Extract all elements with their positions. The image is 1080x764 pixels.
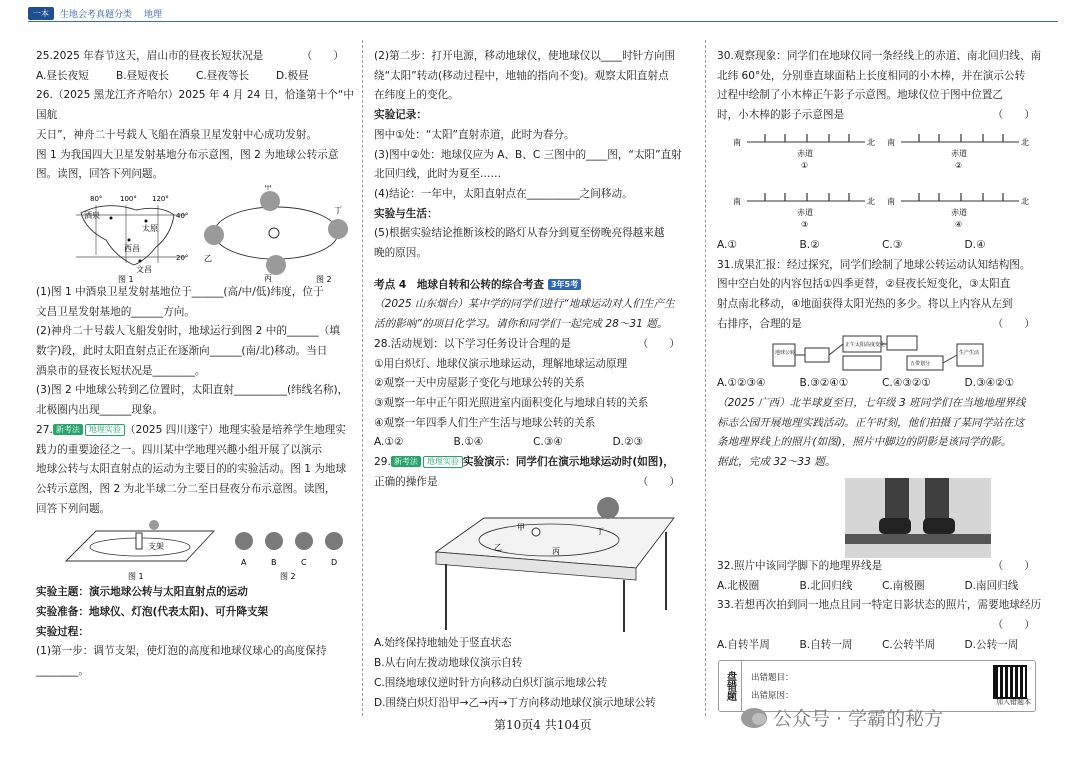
support-label: 支架: [148, 542, 164, 552]
orbit-label: 乙: [204, 253, 212, 263]
watermark-text: 公众号 · 学霸的秘方: [773, 708, 944, 730]
q27-figure-svg: [36, 519, 356, 583]
orbit-label: 丙: [264, 273, 272, 283]
qr-code[interactable]: [993, 665, 1027, 699]
table-label: 乙: [494, 543, 502, 553]
series-title: 生地会考真题分类: [60, 9, 133, 20]
step2-line: 绕“太阳”转动(移动过程中，地轴的指向不变)。观察太阳直射点: [374, 69, 669, 82]
q28-item: ④观察一年四季人们生产生活与地球公转的关系: [374, 416, 596, 429]
figure-caption: 图 1: [118, 274, 134, 283]
q27-line: 地球公转与太阳直射点的运动为主要目的的实验活动。图 1 为地球: [36, 463, 347, 476]
option[interactable]: B.③②④①: [799, 377, 849, 390]
equator-label: 赤道: [951, 207, 967, 217]
record-line: 图中①处：“太阳”直射赤道，此时为春分。: [374, 128, 575, 141]
q30-line: 时，小木棒的影子示意图是 （ ）: [717, 109, 1035, 122]
series-tag: 一本: [28, 7, 54, 20]
option[interactable]: C.公转半周: [882, 638, 936, 651]
experiment-theme: 实验主题：演示地球公转与太阳直射点的运动: [36, 586, 248, 599]
question-32: 32.照片中该同学脚下的地理界线是 （ ）: [717, 559, 1035, 572]
question-33: 33.若想再次拍到同一地点且同一特定日影状态的照片，需要地球经历: [717, 599, 1042, 612]
globe-label: C: [301, 558, 307, 568]
q28-item: ③观察一年中正午阳光照进室内面积变化与地球自转的关系: [374, 396, 649, 409]
q27-line: 回答下列问题。: [36, 502, 111, 515]
q26-figure-svg: [36, 185, 356, 283]
flow-diagram: [717, 334, 1047, 374]
new-method-tag: 新考法: [391, 456, 421, 467]
question-26-line: 图 1 为我国四大卫星发射基地分布示意图，图 2 为地球公转示意: [36, 148, 339, 161]
option[interactable]: B.北回归线: [799, 579, 853, 592]
column-divider: [705, 40, 706, 716]
q26-2-line: 数字)段，此时太阳直射点正在逐渐向______(南/北)移动。当日: [36, 345, 328, 358]
globes: [235, 532, 343, 581]
option[interactable]: A.①②③④: [717, 377, 766, 390]
option[interactable]: D.公转一周: [964, 638, 1019, 651]
option[interactable]: C.南极圈: [882, 579, 925, 592]
q29-table-figure: [374, 492, 692, 634]
right-column: [717, 47, 1047, 655]
lon-label: 100°: [120, 194, 137, 203]
q31-line: 31.成果汇报：经过探究，同学们绘制了地球公转运动认知结构图。: [717, 258, 1031, 271]
shadow-mark: ④: [955, 219, 963, 229]
q32-options: [717, 577, 1047, 597]
question-28: 28.活动规划：以下学习任务设计合理的是 （ ）: [374, 337, 680, 350]
q27-line: 公转示意图，图 2 为北半球二分二至日昼夜分布示意图。读图，: [36, 482, 336, 495]
option[interactable]: B.昼短夜长: [116, 69, 170, 82]
q30-line: 30.观察现象：同学们在地球仪同一条经线上的赤道、南北回归线、南: [717, 50, 1042, 62]
north-label: 北: [867, 137, 875, 147]
south-label: 南: [887, 196, 895, 206]
option[interactable]: D.③④②①: [964, 377, 1015, 390]
flow-svg: [717, 334, 1047, 374]
option[interactable]: A.北极圈: [717, 579, 760, 592]
record-line: 晚的原因。: [374, 247, 427, 260]
q31-options: [717, 374, 1047, 394]
globe-label: B: [271, 558, 277, 568]
figure-caption: 图 1: [128, 572, 144, 582]
page-header: [28, 6, 162, 20]
question-26-line: 26.（2025 黑龙江齐齐哈尔）2025 年 4 月 24 日，恰逢第十个“中国航: [36, 89, 354, 122]
figure-caption: 图 2: [280, 572, 296, 582]
lab-tag: 地理实验: [423, 456, 463, 468]
q33-paren-line: （ ）: [992, 618, 1035, 631]
step2-line: (2)第二步：打开电源，移动地球仪，使地球仪以____时针方向围: [374, 50, 676, 62]
photo-svg: [845, 478, 991, 558]
flow-node: 生产生活: [959, 350, 980, 357]
table-label: 丙: [552, 547, 560, 557]
page-number: 第10页4 共104页: [494, 718, 592, 732]
option[interactable]: A.自转半周: [717, 638, 770, 651]
q28-options: [374, 433, 692, 453]
experiment-prep: 实验准备：地球仪、灯泡(代表太阳)、可升降支架: [36, 606, 269, 619]
kp-intro-line: （2025 山东烟台）某中学的同学们进行“地球运动对人们生产生: [374, 298, 675, 311]
q31-line: 右排序，合理的是 （ ）: [717, 317, 1035, 330]
shadow-diagrams: [717, 126, 1047, 236]
q31-line: 图中空白处的内容包括①四季更替，②昼夜长短变化，③太阳直: [717, 278, 1011, 291]
student-photo: [845, 478, 991, 558]
q30-line: 北纬 60°处，分别垂直球面粘上长度相同的小木棒，并在演示公转: [717, 69, 1026, 82]
lon-label: 80°: [90, 194, 103, 203]
north-label: 北: [1021, 137, 1029, 147]
option[interactable]: D.②③: [612, 436, 644, 449]
q28-item: ②观察一天中房屋影子变化与地球公转的关系: [374, 377, 585, 390]
shadow-mark: ③: [801, 219, 809, 229]
lat-label: 20°: [176, 253, 189, 262]
north-label: 北: [1021, 196, 1029, 206]
lat-label: 40°: [176, 211, 189, 220]
error-log-label: 盘错题: [719, 661, 742, 711]
equator-label: 赤道: [797, 207, 813, 217]
figure-caption: 图 2: [316, 274, 332, 283]
table-label: 甲: [517, 523, 525, 533]
step2-line: 在纬度上的变化。: [374, 89, 459, 102]
question-29-b: 正确的操作是 （ ）: [374, 475, 680, 488]
intro32-line: （2025 广西）北半球夏至日，七年级 3 班同学们在当地地理界线: [717, 397, 1026, 410]
shadow-mark: ①: [801, 160, 809, 170]
intro32-line: 据此，完成 32～33 题。: [717, 456, 836, 469]
qr-caption: 加入错题本: [996, 698, 1031, 706]
q30-options: [717, 236, 1047, 256]
flow-node: 正午太阳高度变化: [845, 342, 886, 349]
column-divider: [362, 40, 363, 716]
shadow-svg: [717, 126, 1047, 236]
question-29: 29. 新考法 地理实验 实验演示：同学们在演示地球运动时(如图)，: [374, 456, 674, 469]
q25-options: [36, 67, 356, 87]
option[interactable]: B.②: [799, 238, 820, 251]
orbit-label: 丁: [334, 205, 342, 215]
option[interactable]: A.①: [717, 238, 737, 251]
place-label: 太原: [142, 223, 158, 233]
record-line: (3)图中②处：地球仪应为 A、B、C 三图中的____图，“太阳”直射: [374, 148, 682, 161]
table-label: 丁: [596, 527, 604, 537]
globe-label: D: [331, 558, 338, 568]
south-label: 南: [733, 137, 741, 147]
orbit-label: 甲: [264, 184, 272, 191]
orbit-diagram: [204, 185, 348, 283]
option[interactable]: C.③④: [533, 436, 563, 449]
intro32-line: 条地理界线上的照片(如图)，照片中脚边的阴影是该同学的影。: [717, 436, 1012, 449]
globe-label: A: [241, 558, 247, 568]
q26-3-line: 北极圈内出现______现象。: [36, 404, 164, 417]
left-column: [36, 47, 356, 682]
subject-label: 地理: [144, 9, 163, 20]
wrong-question-field[interactable]: 出错题目：: [751, 673, 794, 683]
shadow-mark: ②: [955, 160, 963, 170]
north-label: 北: [867, 196, 875, 206]
q27-line: 践力的重要途径之一。四川某中学地理兴趣小组开展了以演示: [36, 443, 323, 456]
new-method-tag: 新考法: [53, 424, 83, 435]
experiment-process: 实验过程：: [36, 625, 89, 638]
table-svg: [374, 492, 692, 634]
q33-options: [717, 636, 1047, 656]
header-divider: [28, 21, 1058, 22]
step1-line: (1)第一步：调节支架，使灯泡的高度和地球仪球心的高度保持: [36, 645, 327, 658]
frequency-tag: 3年5考: [548, 279, 581, 290]
equator-label: 赤道: [951, 148, 967, 158]
intro32-line: 标志公园开展地理实践活动。正午时刻，他们拍摄了某同学站在这: [717, 416, 1025, 429]
step1-line: ________。: [36, 665, 89, 678]
q31-line: 射点南北移动，④地面获得太阳光热的多少。将以上内容从左到: [717, 297, 1013, 310]
lon-label: 120°: [152, 194, 169, 203]
option[interactable]: B.①④: [453, 436, 484, 449]
q26-2-line: 酒泉市的昼夜长短状况是________。: [36, 364, 206, 377]
place-label: 西昌: [124, 243, 140, 253]
middle-column: [374, 47, 692, 713]
launch-site-map: [76, 195, 188, 283]
south-label: 南: [887, 137, 895, 147]
question-25: 25.2025 年春节这天，眉山市的昼夜长短状况是 （ ）: [36, 50, 344, 62]
q26-1-line: (1)图 1 中酒泉卫星发射基地位于______(高/中/低)纬度，位于: [36, 285, 324, 298]
wechat-icon: [741, 708, 767, 728]
place-label: 酒泉: [84, 210, 100, 220]
option[interactable]: C.③: [882, 238, 903, 251]
option[interactable]: C.昼夜等长: [196, 69, 250, 82]
q30-line: 过程中绘制了小木棒正午影子示意图。地球仪位于图中位置乙: [717, 89, 1004, 102]
equator-label: 赤道: [797, 148, 813, 158]
flow-node: 五带划分: [910, 361, 931, 368]
record-line: (5)根据实验结论推断该校的路灯从春分到夏至傍晚亮得越来越: [374, 227, 665, 240]
option[interactable]: B.从右向左拨动地球仪演示自转: [374, 657, 523, 670]
q26-2-line: (2)神舟二十号载人飞船发射时，地球运行到图 2 中的______（填: [36, 325, 340, 338]
option[interactable]: D.极昼: [276, 69, 309, 82]
knowledge-point-title: 考点 4 地球自转和公转的综合考查 3年5考: [374, 276, 692, 296]
q28-item: ①用白炽灯、地球仪演示地球运动，理解地球运动原理: [374, 357, 628, 370]
record-line: (4)结论：一年中，太阳直射点在__________之间移动。: [374, 187, 633, 200]
shadow-panel-4: [887, 196, 1029, 229]
q26-figures: [36, 185, 356, 283]
option[interactable]: D.围绕白炽灯沿甲→乙→丙→丁方向移动地球仪演示地球公转: [374, 696, 656, 709]
option[interactable]: A.始终保持地轴处于竖直状态: [374, 637, 512, 650]
question-27: 27. 新考法 地理实验 （2025 四川遂宁）地理实验是培养学生地理实: [36, 423, 346, 436]
option[interactable]: D.④: [964, 238, 986, 251]
wrong-reason-field[interactable]: 出错原因：: [751, 691, 794, 701]
shadow-panel-3: [733, 196, 875, 229]
question-26-line: 天日”，神舟二十号载人飞船在酒泉卫星发射中心成功发射。: [36, 128, 317, 141]
option[interactable]: B.自转一周: [799, 638, 853, 651]
q27-figures: [36, 519, 356, 583]
kp-intro-line: 活的影响”的项目化学习。请你和同学们一起完成 28～31 题。: [374, 318, 668, 331]
shadow-panel-2: [887, 137, 1029, 170]
shadow-panel-1: [733, 137, 875, 170]
q26-3-line: (3)图 2 中地球公转到乙位置时，太阳直射__________(纬线名称)，: [36, 384, 349, 397]
option[interactable]: A.昼长夜短: [36, 69, 89, 82]
watermark: [741, 704, 943, 731]
option[interactable]: A.①②: [374, 436, 404, 449]
option[interactable]: C.④③②①: [882, 377, 931, 390]
option[interactable]: C.围绕地球仪逆时针方向移动白炽灯演示地球公转: [374, 676, 608, 689]
south-label: 南: [733, 196, 741, 206]
flow-node: 地球公转: [775, 350, 796, 357]
question-26-line: 图。读图，回答下列问题。: [36, 168, 164, 181]
place-label: 文昌: [136, 264, 152, 274]
record-heading: 实验记录：: [374, 109, 427, 122]
option[interactable]: D.南回归线: [964, 579, 1019, 592]
life-heading: 实验与生活：: [374, 207, 438, 220]
lab-tag: 地理实验: [85, 424, 125, 436]
record-line: 北回归线，此时为夏至……: [374, 168, 502, 181]
q26-1-line: 文昌卫星发射基地的______方向。: [36, 305, 195, 318]
